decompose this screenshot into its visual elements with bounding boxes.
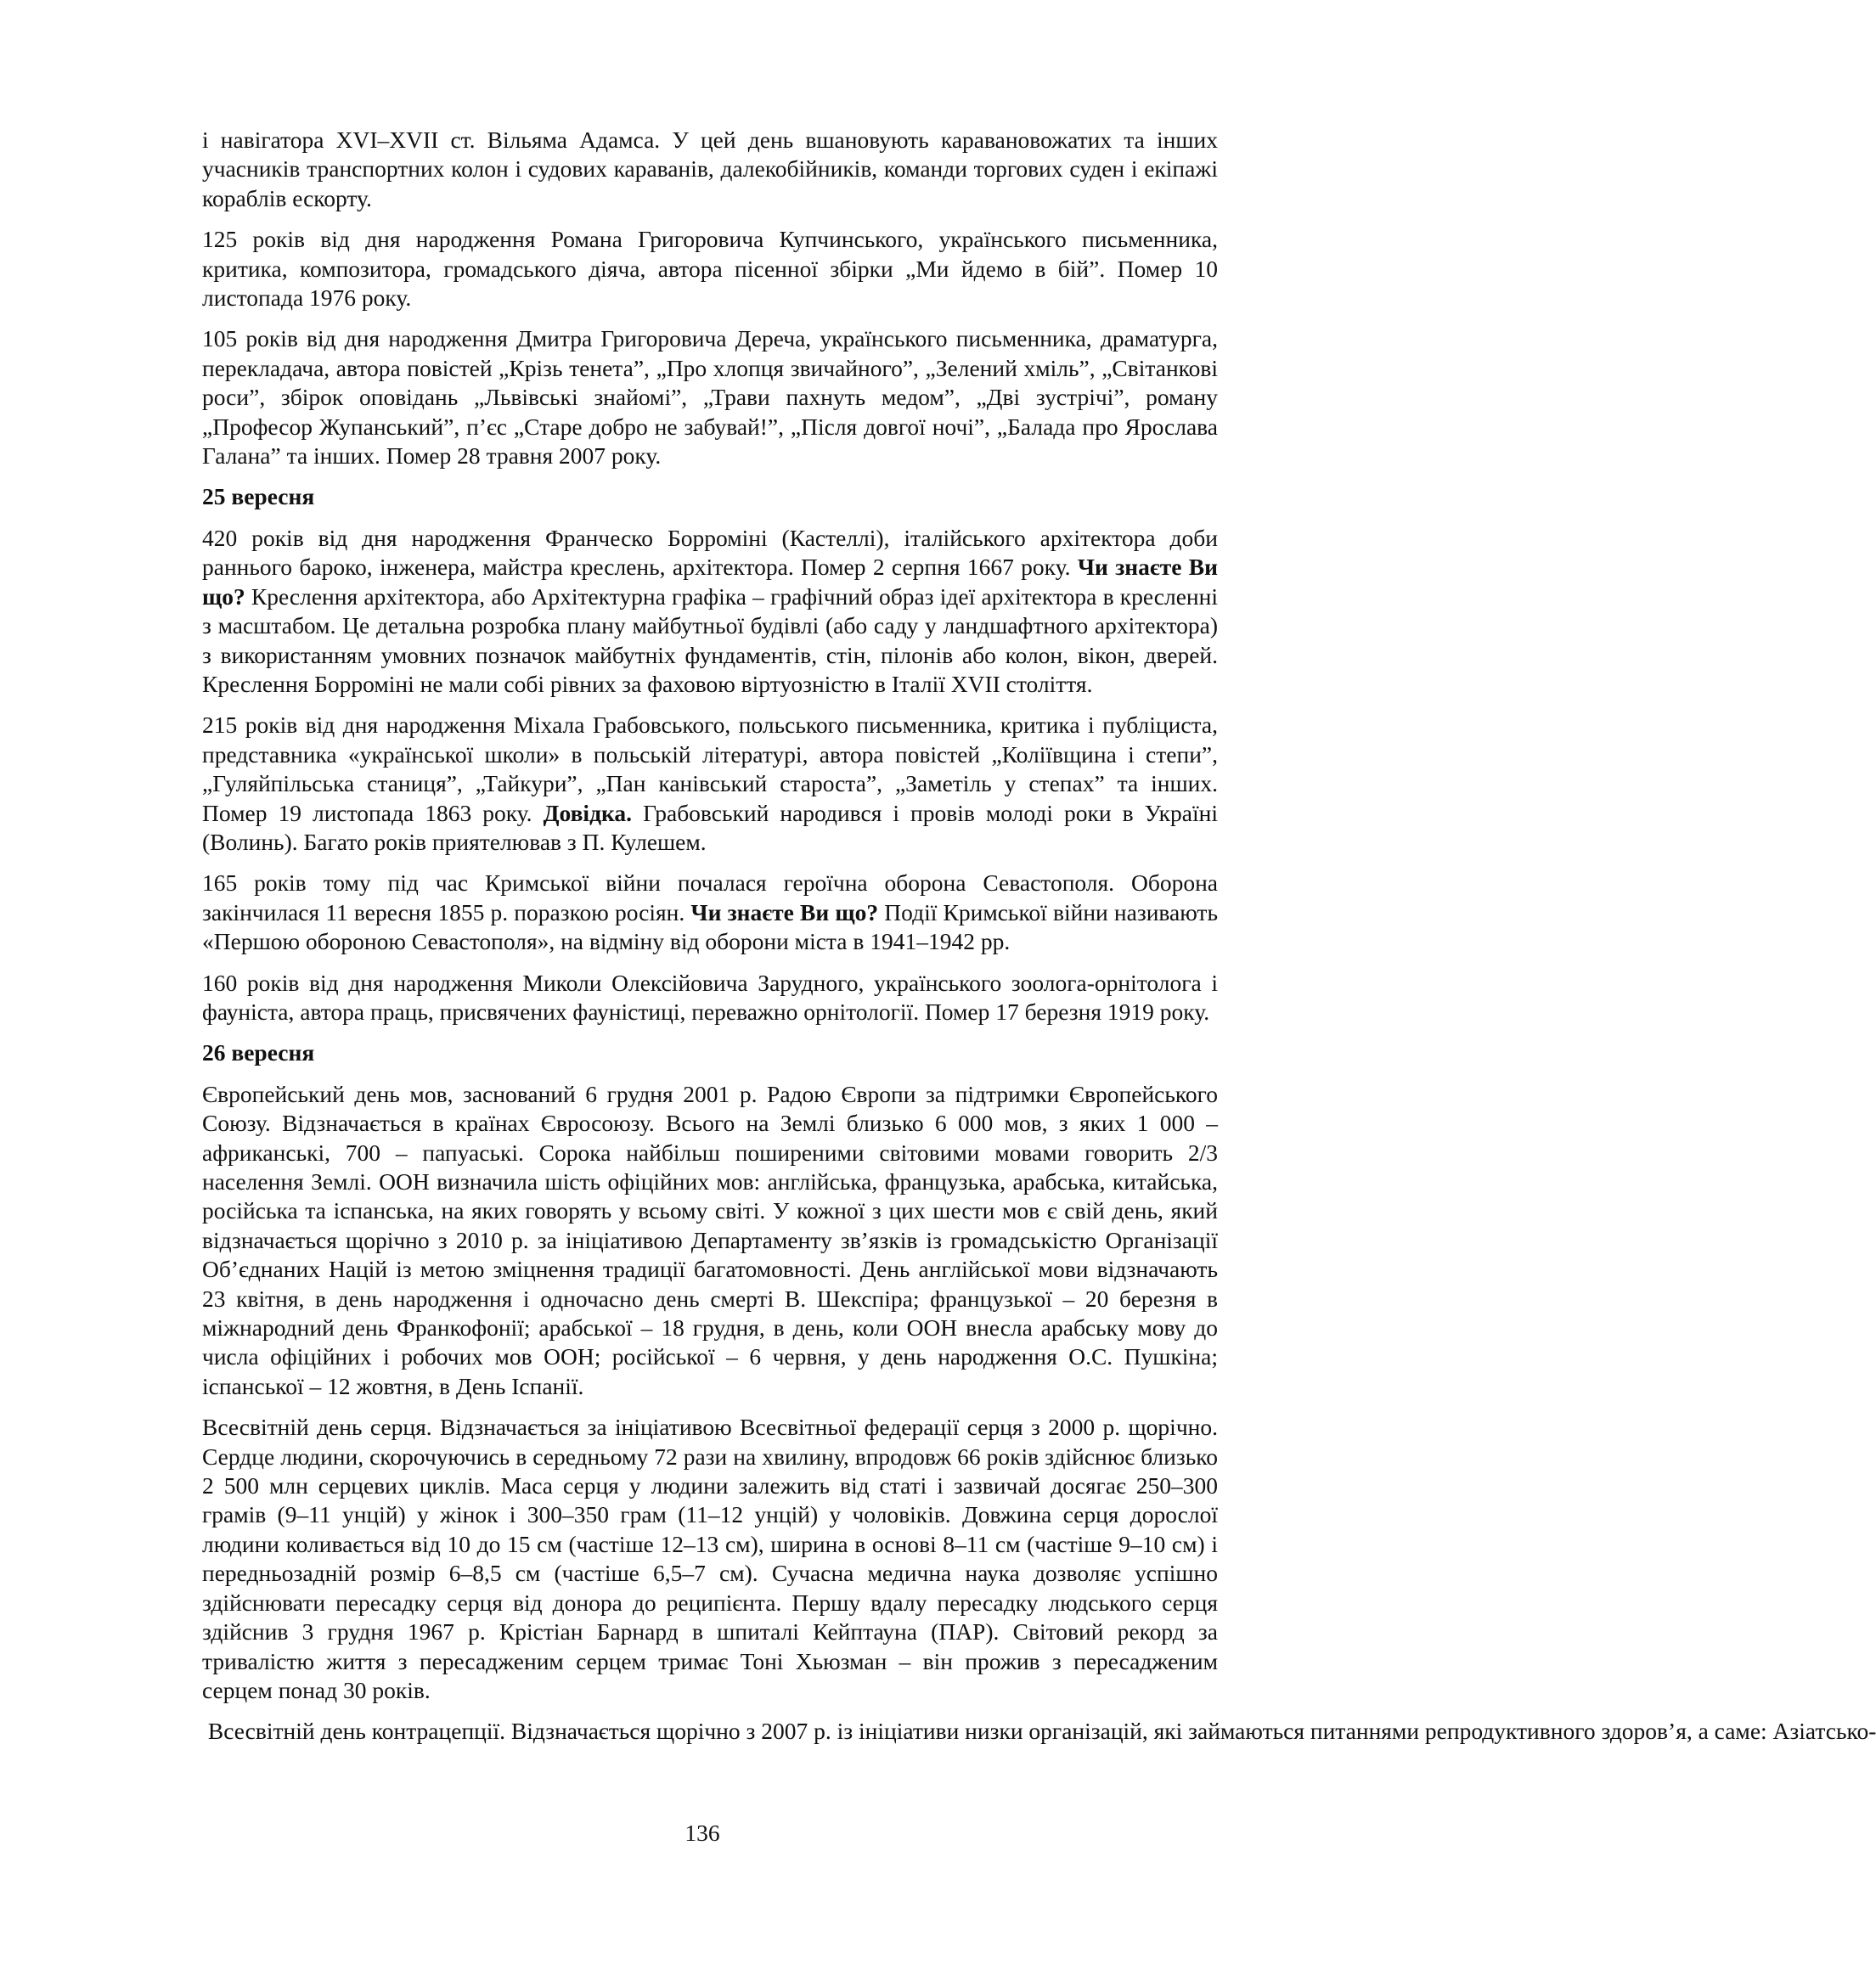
reference-label: Довідка. — [543, 799, 633, 826]
paragraph-text: і навігатора XVI–XVII ст. Вільяма Адамса. У цей день вшановують каравановожатих та інших учасників транспортних колон і судових караванів, далекобійників, команди торгових суден і екіпажі кораблів ескорту. — [202, 127, 1218, 211]
paragraph-text: Всесвітній день серця. Відзначається за ініціативою Всесвітньої федерації серця з 2000 р. щорічно. Сердце людини, скорочуючись в середньому 72 рази на хвилину, впродовж 66 років здійснює близько 2 500 млн серцевих циклів. Маса серця у людини залежить від статі і зазвичай досягає 250–300 грамів (9–11 унцій) у жінок і 300–350 грам (11–12 унцій) у чоловіків. Довжина серця дорослої людини коливається від 10 до 15 см (частіше 12–13 см), ширина в основі 8–11 см (частіше 9–10 см) і передньозадній розмір 6–8,5 см (частіше 6,5–7 см). Сучасна медична наука дозволяє успішно здійснювати пересадку серця від донора до реципієнта. Першу вдалу пересадку людського серця здійснив 3 грудня 1967 р. Крістіан Барнард в шпиталі Кейптауна (ПАР). Світовий рекорд за тривалістю життя з пересадженим серцем тримає Тоні Хьюзман – він прожив з пересадженим серцем понад 30 років. — [202, 1414, 1218, 1703]
paragraph-text: Креслення архітектора, або Архітектурна графіка – графічний образ ідеї архітектора в кресленні з масштабом. Це детальна розробка плану майбутньої будівлі (або саду у ландшафтного архітектора) з використанням умовних позначок майбутніх фундаментів, стін, пілонів або колон, вікон, дверей. Креслення Борроміні не мали собі рівних за фаховою віртуозністю в Італії XVII століття. — [202, 582, 1218, 697]
paragraph-text: 420 років від дня народження Франческо Борроміні (Кастеллі), італійського архітектора доби раннього бароко, інженера, майстра креслень, архітектора. Помер 2 серпня 1667 року. — [202, 524, 1218, 581]
paragraph-heart-day — [202, 1413, 1218, 1705]
paragraph-contraception-day — [202, 1717, 1876, 1746]
did-you-know-label: Чи знаєте Ви що? — [690, 898, 879, 925]
page-number: 136 — [684, 1820, 720, 1846]
paragraph-adams-day — [202, 126, 1218, 213]
paragraph-text: 125 років від дня народження Романа Григоровича Купчинського, українського письменника, критика, композитора, громадського діяча, автора пісенної збірки „Ми йдемо в бій”. Помер 10 листопада 1976 року. — [202, 226, 1218, 312]
paragraph-zarudnyi — [202, 969, 1218, 1027]
paragraph-borromini — [202, 524, 1218, 699]
date-heading-sep-26: 26 вересня — [202, 1039, 315, 1066]
date-heading-sep-25: 25 вересня — [202, 483, 315, 510]
paragraph-text: Європейський день мов, заснований 6 грудня 2001 р. Радою Європи за підтримки Європейського Союзу. Відзначається в країнах Євросоюзу. Всього на Землі близько 6 000 мов, з яких 1 000 – африканські, 700 – папуаські. Сорока найбільш поширеними світовими мовами говорить 2/3 населення Землі. ООН визначила шість офіційних мов: англійська, французька, арабська, китайська, російська та іспанська, на яких говорять у всьому світі. У кожної з цих шести мов є свій день, який відзначається щорічно з 2010 р. за ініціативою Департаменту зв’язків із громадськістю Організації Об’єднаних Націй із метою зміцнення традиції багатомовності. День англійської мови відзначають 23 квітня, в день народження і одночасно день смерті В. Шекспіра; французької – 20 березня в міжнародний день Франкофонії; арабської – 18 грудня, в день, коли ООН внесла арабську мову до числа офіційних і робочих мов ООН; російської – 6 червня, у день народження О.С. Пушкіна; іспанської – 12 жовтня, в День Іспанії. — [202, 1080, 1218, 1399]
paragraph-derech — [202, 324, 1218, 470]
paragraph-text: 215 років від дня народження Міхала Грабовського, польського письменника, критика і публіциста, представника «української школи» в польській літературі, автора повістей „Коліївщина і степи”, „Гуляйпільська станиця”, „Тайкури”, „Пан канівський староста”, „Заметіль у степах” та інших. Помер 19 листопада 1863 року. — [202, 712, 1218, 826]
paragraph-text: 165 років тому під час Кримської війни почалася героїчна оборона Севастополя. Оборона закінчилася 11 вересня 1855 р. поразкою росіян. — [202, 869, 1218, 925]
paragraph-languages-day — [202, 1080, 1218, 1401]
document-page — [202, 126, 1876, 1758]
did-you-know-label: Чи знаєте Ви що? — [202, 554, 1218, 610]
paragraph-sevastopol — [202, 869, 1218, 956]
paragraph-text: Грабовський народився і провів молоді роки в Україні (Волинь). Багато років приятелював з П. Кулешем. — [202, 799, 1218, 855]
paragraph-grabowski — [202, 711, 1218, 857]
paragraph-text: Всесвітній день контрацепції. Відзначається щорічно з 2007 р. із ініціативи низки організацій, які займаються питаннями репродуктивного здоров’я, а саме: Азіатсько- — [202, 1718, 1876, 1745]
paragraph-text: Події Кримської війни називають «Першою обороною Севастополя», на відміну від оборони міста в 1941–1942 рр. — [202, 898, 1218, 955]
paragraph-text: 160 років від дня народження Миколи Олексійовича Зарудного, українського зоолога-орнітолога і фауніста, автора праць, присвячених фауністиці, переважно орнітології. Помер 17 березня 1919 року. — [202, 969, 1218, 1025]
paragraph-kupchynskyi — [202, 225, 1218, 312]
paragraph-text: 105 років від дня народження Дмитра Григоровича Дереча, українського письменника, драматурга, перекладача, автора повістей „Крізь тенета”, „Про хлопця звичайного”, „Зелений хміль”, „Світанкові роси”, збірок оповідань „Львівські знайомі”, „Трави пахнуть медом”, „Дві зустрічі”, роману „Професор Жупанський”, п’єс „Старе добро не забувай!”, „Після довгої ночі”, „Балада про Ярослава Галана” та інших. Помер 28 травня 2007 року. — [202, 325, 1218, 470]
